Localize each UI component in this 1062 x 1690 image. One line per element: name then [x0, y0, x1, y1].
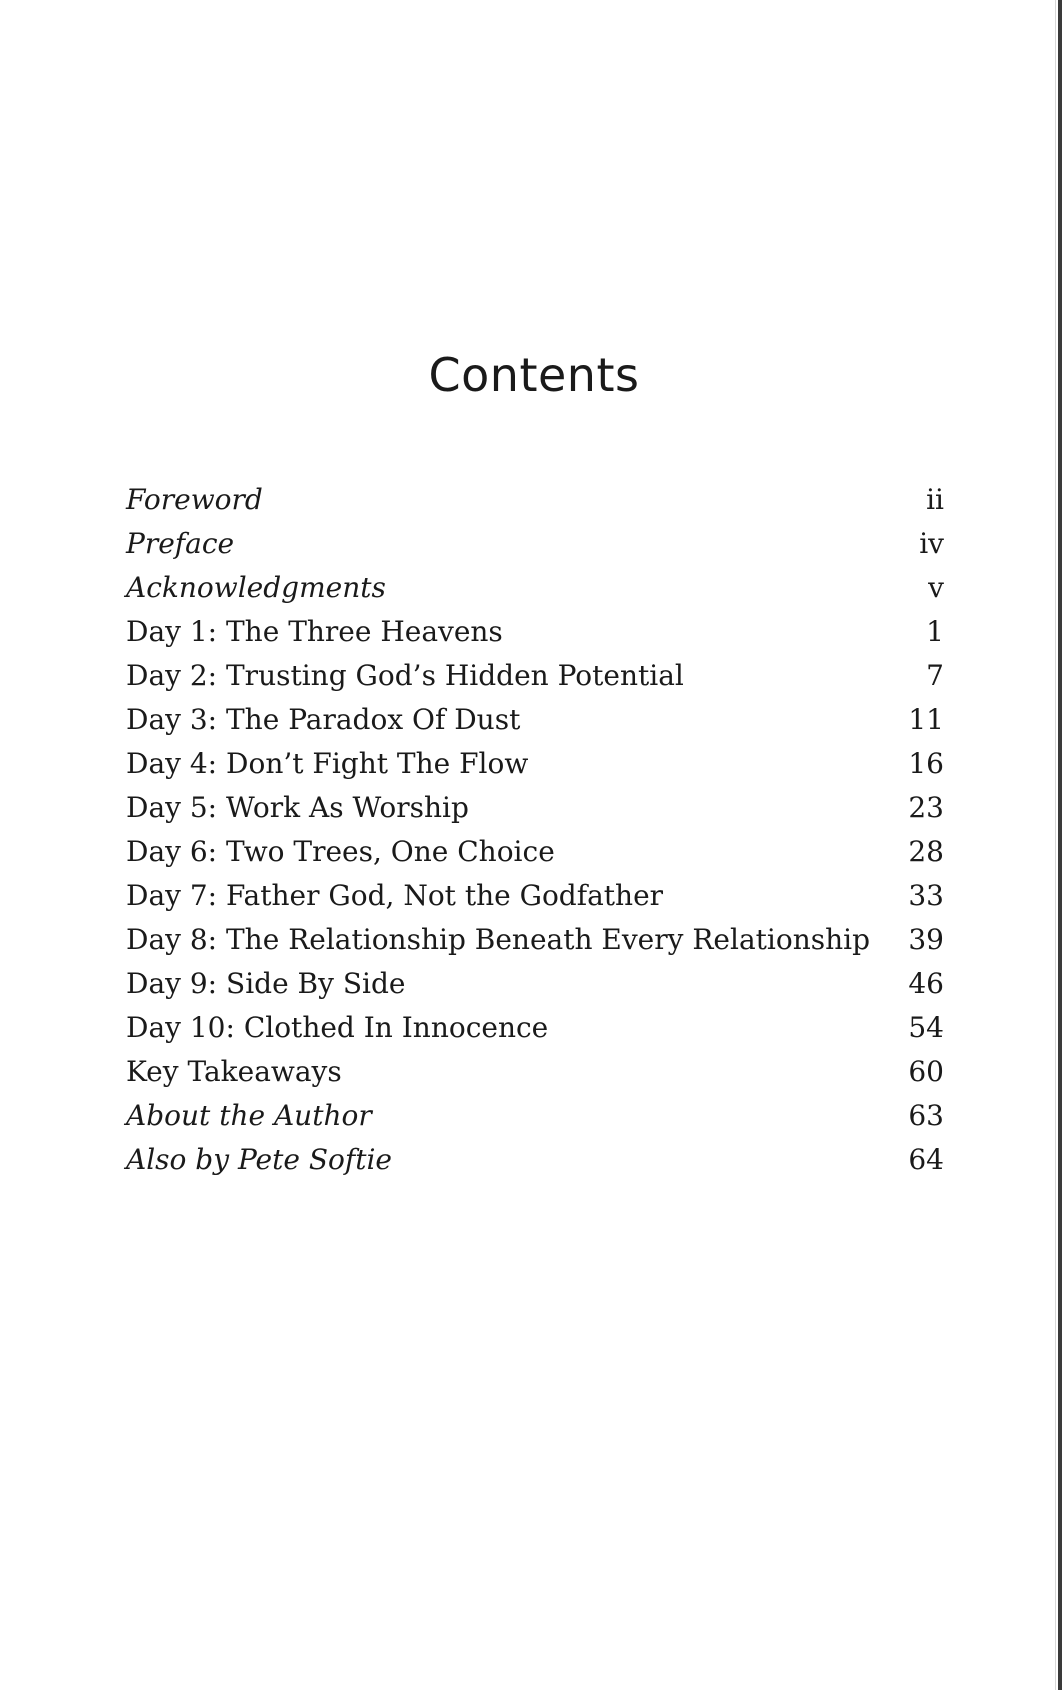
page-edge [1058, 0, 1062, 1690]
toc-entry-page: ii [926, 483, 944, 516]
toc-entry-title: Day 2: Trusting God’s Hidden Potential [126, 659, 684, 692]
table-of-contents [126, 478, 944, 1182]
toc-entry-day-1[interactable] [126, 610, 944, 654]
toc-entry-title: Day 7: Father God, Not the Godfather [126, 879, 664, 912]
toc-entry-page: 60 [908, 1055, 944, 1088]
toc-entry-foreword[interactable] [126, 478, 944, 522]
toc-entry-about-the-author[interactable] [126, 1094, 944, 1138]
toc-entry-page: 1 [926, 615, 944, 648]
toc-entry-page: 33 [908, 879, 944, 912]
toc-entry-title: Day 4: Don’t Fight The Flow [126, 747, 529, 780]
toc-entry-title: Key Takeaways [126, 1055, 342, 1088]
toc-entry-page: 28 [908, 835, 944, 868]
page-title: Contents [428, 348, 640, 402]
toc-entry-title: Day 10: Clothed In Innocence [126, 1011, 549, 1044]
toc-entry-title: Also by Pete Softie [126, 1143, 392, 1176]
toc-entry-title: Day 8: The Relationship Beneath Every Relationship [126, 923, 871, 956]
toc-entry-title: About the Author [126, 1099, 372, 1132]
toc-entry-page: iv [919, 527, 944, 560]
toc-entry-key-takeaways[interactable] [126, 1050, 944, 1094]
toc-entry-preface[interactable] [126, 522, 944, 566]
toc-entry-page: 54 [908, 1011, 944, 1044]
toc-entry-page: 46 [908, 967, 944, 1000]
toc-entry-title: Day 3: The Paradox Of Dust [126, 703, 521, 736]
toc-entry-day-7[interactable] [126, 874, 944, 918]
toc-entry-day-3[interactable] [126, 698, 944, 742]
toc-entry-page: 7 [926, 659, 944, 692]
toc-entry-day-6[interactable] [126, 830, 944, 874]
toc-entry-title: Acknowledgments [126, 571, 386, 604]
toc-entry-page: 23 [908, 791, 944, 824]
toc-entry-page: 11 [908, 703, 944, 736]
toc-entry-page: v [928, 571, 944, 604]
toc-entry-page: 39 [908, 923, 944, 956]
toc-entry-day-2[interactable] [126, 654, 944, 698]
toc-entry-day-8[interactable] [126, 918, 944, 962]
toc-entry-day-9[interactable] [126, 962, 944, 1006]
toc-entry-acknowledgments[interactable] [126, 566, 944, 610]
toc-entry-title: Foreword [126, 483, 263, 516]
toc-entry-page: 63 [908, 1099, 944, 1132]
toc-entry-title: Day 1: The Three Heavens [126, 615, 503, 648]
toc-entry-day-4[interactable] [126, 742, 944, 786]
toc-entry-also-by[interactable] [126, 1138, 944, 1182]
toc-entry-title: Day 6: Two Trees, One Choice [126, 835, 555, 868]
page-edge-line [1055, 0, 1056, 1690]
toc-entry-day-10[interactable] [126, 1006, 944, 1050]
toc-entry-page: 16 [908, 747, 944, 780]
toc-entry-title: Day 5: Work As Worship [126, 791, 469, 824]
toc-entry-page: 64 [908, 1143, 944, 1176]
toc-entry-title: Preface [126, 527, 235, 560]
toc-entry-title: Day 9: Side By Side [126, 967, 406, 1000]
toc-entry-day-5[interactable] [126, 786, 944, 830]
